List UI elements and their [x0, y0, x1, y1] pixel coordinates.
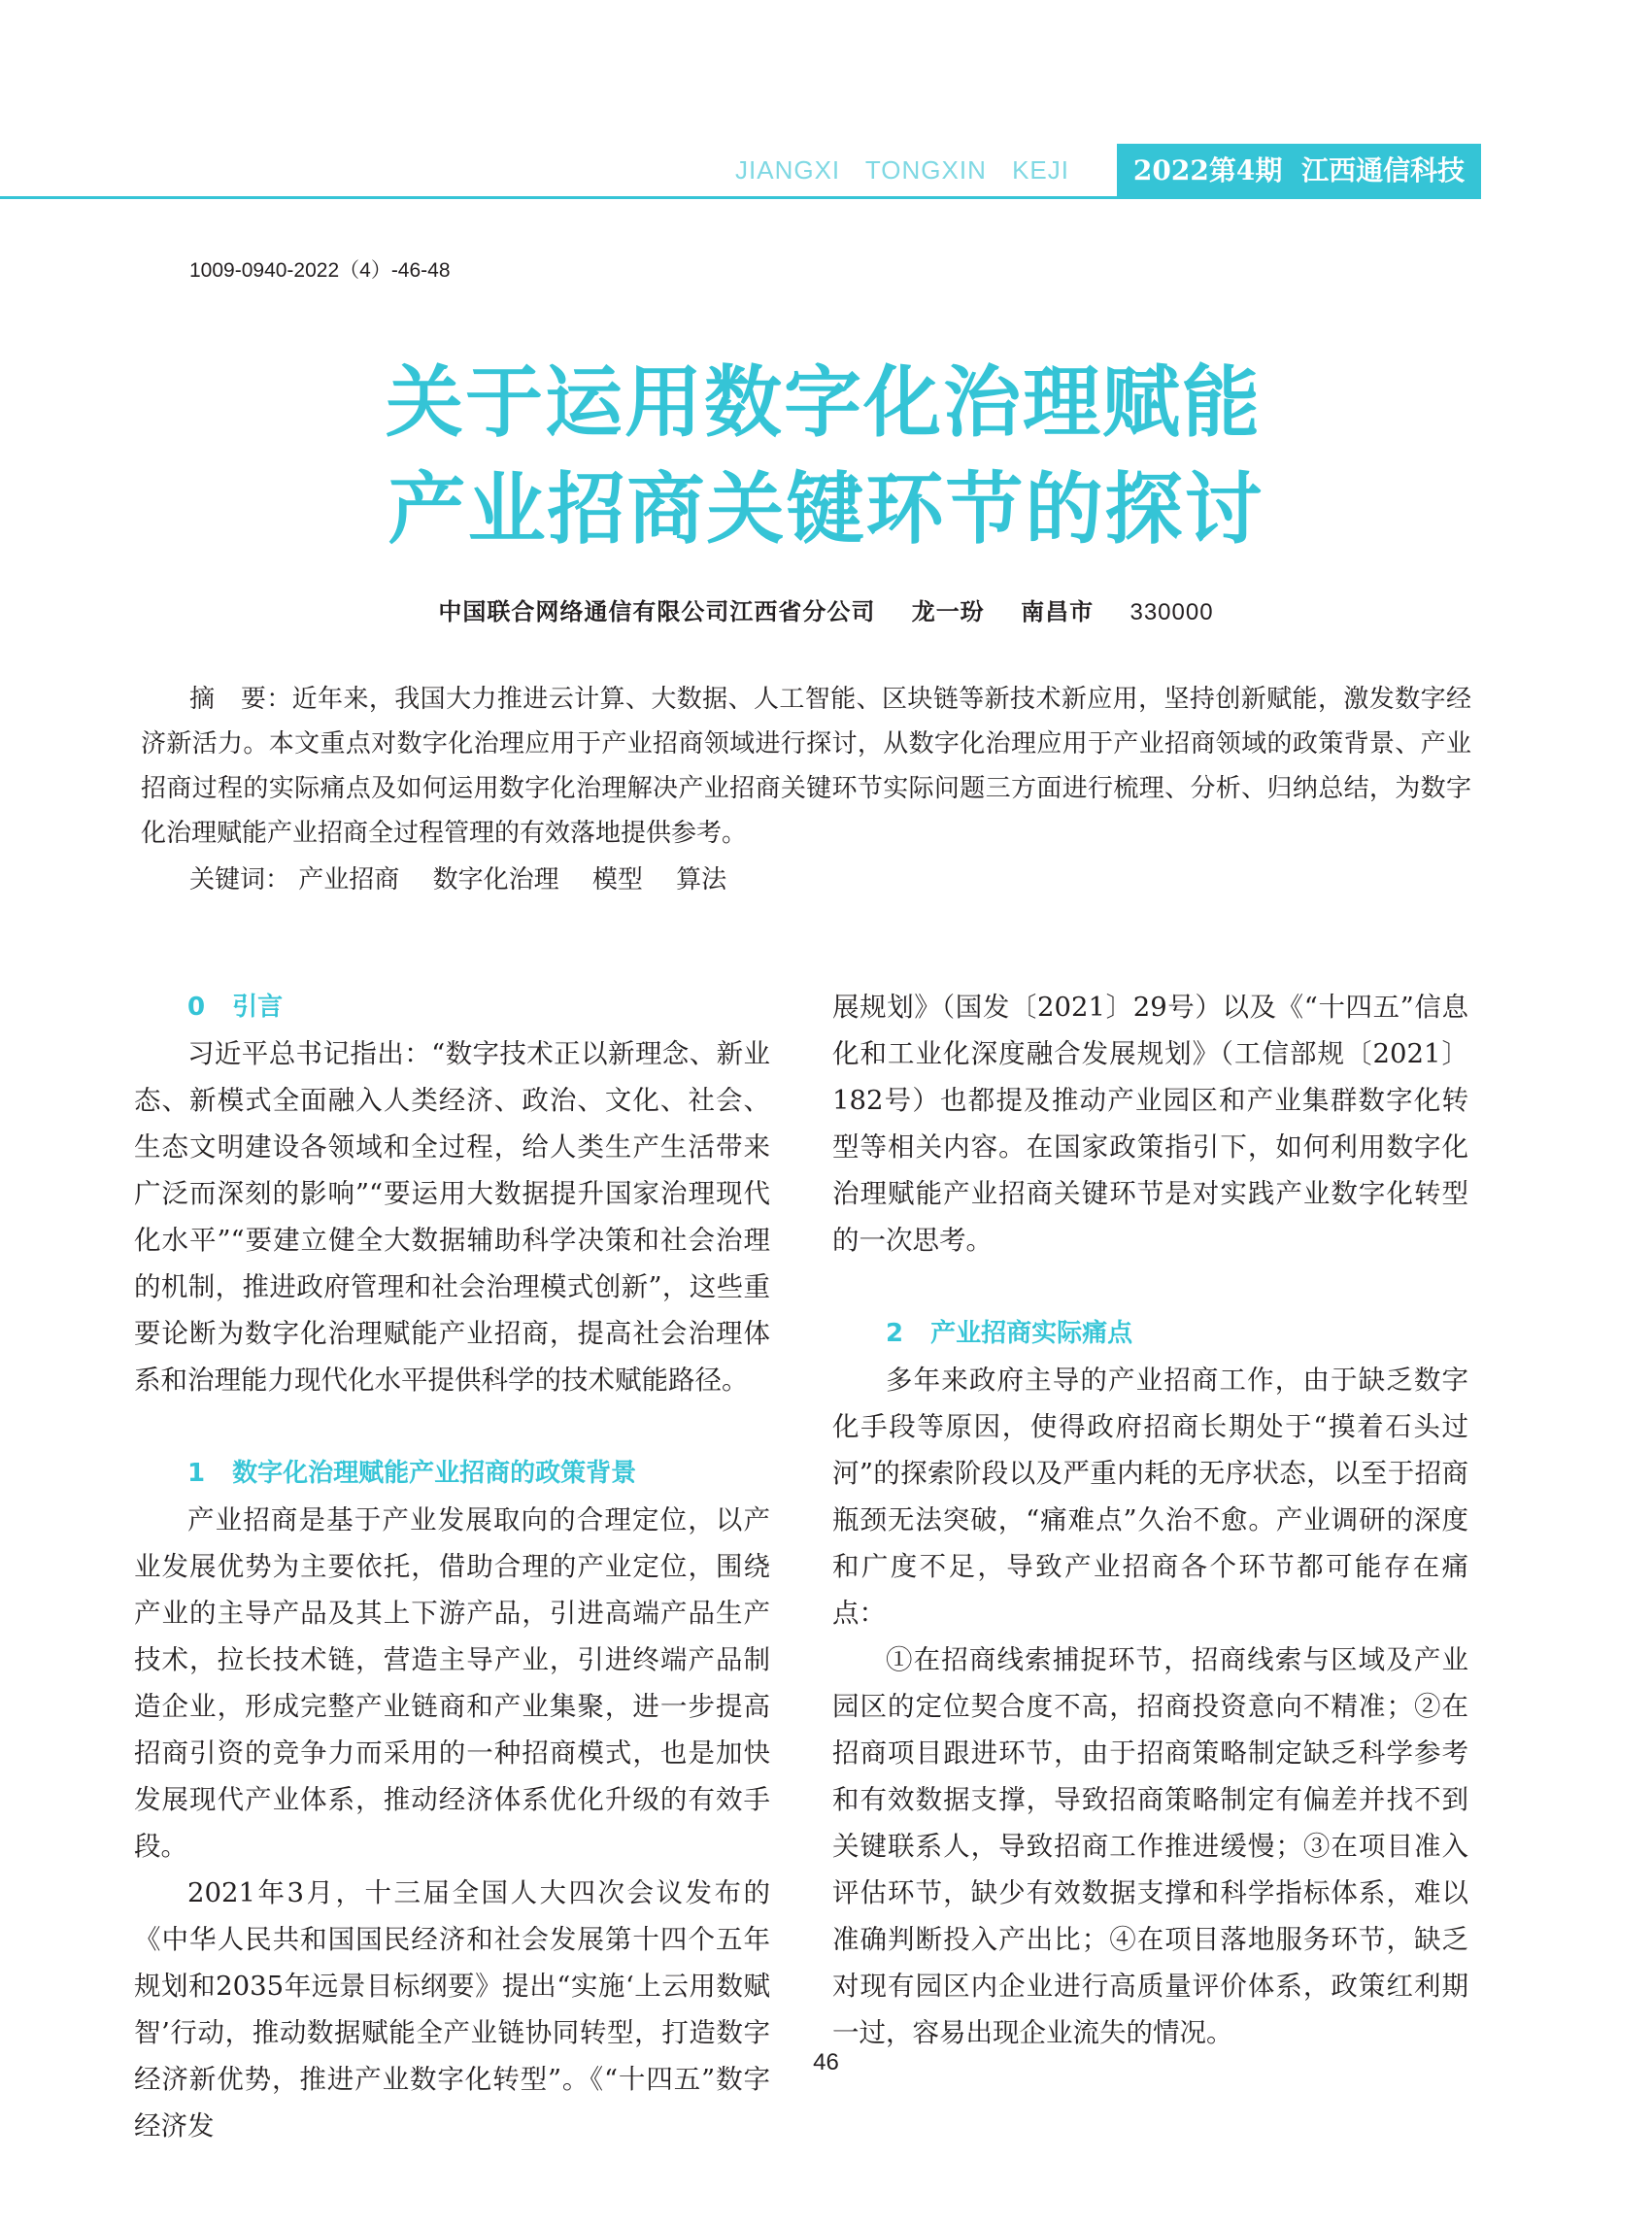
journal-name-pinyin: JIANGXI TONGXIN KEJI: [735, 155, 1069, 185]
author-postcode: 330000: [1129, 599, 1214, 625]
document-code: 1009-0940-2022（4）-46-48: [189, 259, 451, 282]
paragraph: ①在招商线索捕捉环节，招商线索与区域及产业园区的定位契合度不高，招商投资意向不精准；②在招商项目跟进环节，由于招商策略制定缺乏科学参考和有效数据支撑，导致招商策略制定有偏差并找不到关键联系人，导致招商工作推进缓慢；③在项目准入评估环节，缺少有效数据支撑和科学指标体系，难以准确判断投入产出比；④在项目落地服务环节，缺乏对现有园区内企业进行高质量评价体系，政策红利期一过，容易出现企业流失的情况。: [832, 1644, 1468, 2048]
section-heading-1: 1 数字化治理赋能产业招商的政策背景: [187, 1459, 637, 1488]
title-line-2: 产业招商关键环节的探讨: [388, 464, 1264, 555]
author-line: [0, 592, 1652, 626]
section-heading-0: 0 引言: [187, 993, 284, 1022]
author-city: 南昌市: [1021, 597, 1095, 625]
article-title: [0, 350, 1652, 563]
journal-issue-badge: 2022第4期 江西通信科技: [1117, 144, 1481, 197]
page-number: 46: [813, 2049, 839, 2075]
keyword: 数字化治理: [432, 865, 559, 894]
section-heading-2: 2 产业招商实际痛点: [886, 1319, 1133, 1348]
paragraph: 2021年3月，十三届全国人大四次会议发布的《中华人民共和国国民经济和社会发展第十四个五年规划和2035年远景目标纲要》提出“实施‘上云用数赋智’行动，推动数据赋能全产业链协同转型，打造数字经济新优势，推进产业数字化转型”。《“十四五”数字经济发: [134, 1877, 770, 2142]
right-column: [832, 984, 1468, 2056]
abstract: 摘 要：近年来，我国大力推进云计算、大数据、人工智能、区块链等新技术新应用，坚持创新赋能，激发数字经济新活力。本文重点对数字化治理应用于产业招商领域进行探讨，从数字化治理应用于产业招商领域的政策背景、产业招商过程的实际痛点及如何运用数字化治理解决产业招商关键环节实际问题三方面进行梳理、分析、归纳总结，为数字化治理赋能产业招商全过程管理的有效落地提供参考。: [141, 685, 1471, 848]
keywords: [189, 858, 752, 902]
keyword: 算法: [676, 865, 727, 894]
keyword: 模型: [591, 865, 643, 894]
paragraph: 习近平总书记指出：“数字技术正以新理念、新业态、新模式全面融入人类经济、政治、文化、社会、生态文明建设各领域和全过程，给人类生产生活带来广泛而深刻的影响”“要运用大数据提升国家治理现代化水平”“要建立健全大数据辅助科学决策和社会治理的机制，推进政府管理和社会治理模式创新”，这些重要论断为数字化治理赋能产业招商，提高社会治理体系和治理能力现代化水平提供科学的技术赋能路径。: [134, 1038, 770, 1396]
author-name: 龙一玢: [911, 597, 985, 625]
left-column: [134, 984, 770, 2149]
author-affiliation: 中国联合网络通信有限公司江西省分公司: [438, 597, 876, 625]
keyword: 产业招商: [298, 865, 400, 894]
paragraph: 产业招商是基于产业发展取向的合理定位，以产业发展优势为主要依托，借助合理的产业定位，围绕产业的主导产品及其上下游产品，引进高端产品生产技术，拉长技术链，营造主导产业，引进终端产品制造企业，形成完整产业链商和产业集聚，进一步提高招商引资的竞争力而采用的一种招商模式，也是加快发展现代产业体系，推动经济体系优化升级的有效手段。: [134, 1504, 770, 1862]
paragraph: 展规划》（国发〔2021〕29号）以及《“十四五”信息化和工业化深度融合发展规划》（工信部规〔2021〕182号）也都提及推动产业园区和产业集群数字化转型等相关内容。在国家政策指引下，如何利用数字化治理赋能产业招商关键环节是对实践产业数字化转型的一次思考。: [832, 992, 1468, 1256]
title-line-1: 关于运用数字化治理赋能: [386, 357, 1262, 448]
paragraph: 多年来政府主导的产业招商工作，由于缺乏数字化手段等原因，使得政府招商长期处于“摸着石头过河”的探索阶段以及严重内耗的无序状态，以至于招商瓶颈无法突破，“痛难点”久治不愈。产业调研的深度和广度不足，导致产业招商各个环节都可能存在痛点：: [832, 1365, 1468, 1629]
keywords-label: 关键词：: [189, 865, 291, 894]
